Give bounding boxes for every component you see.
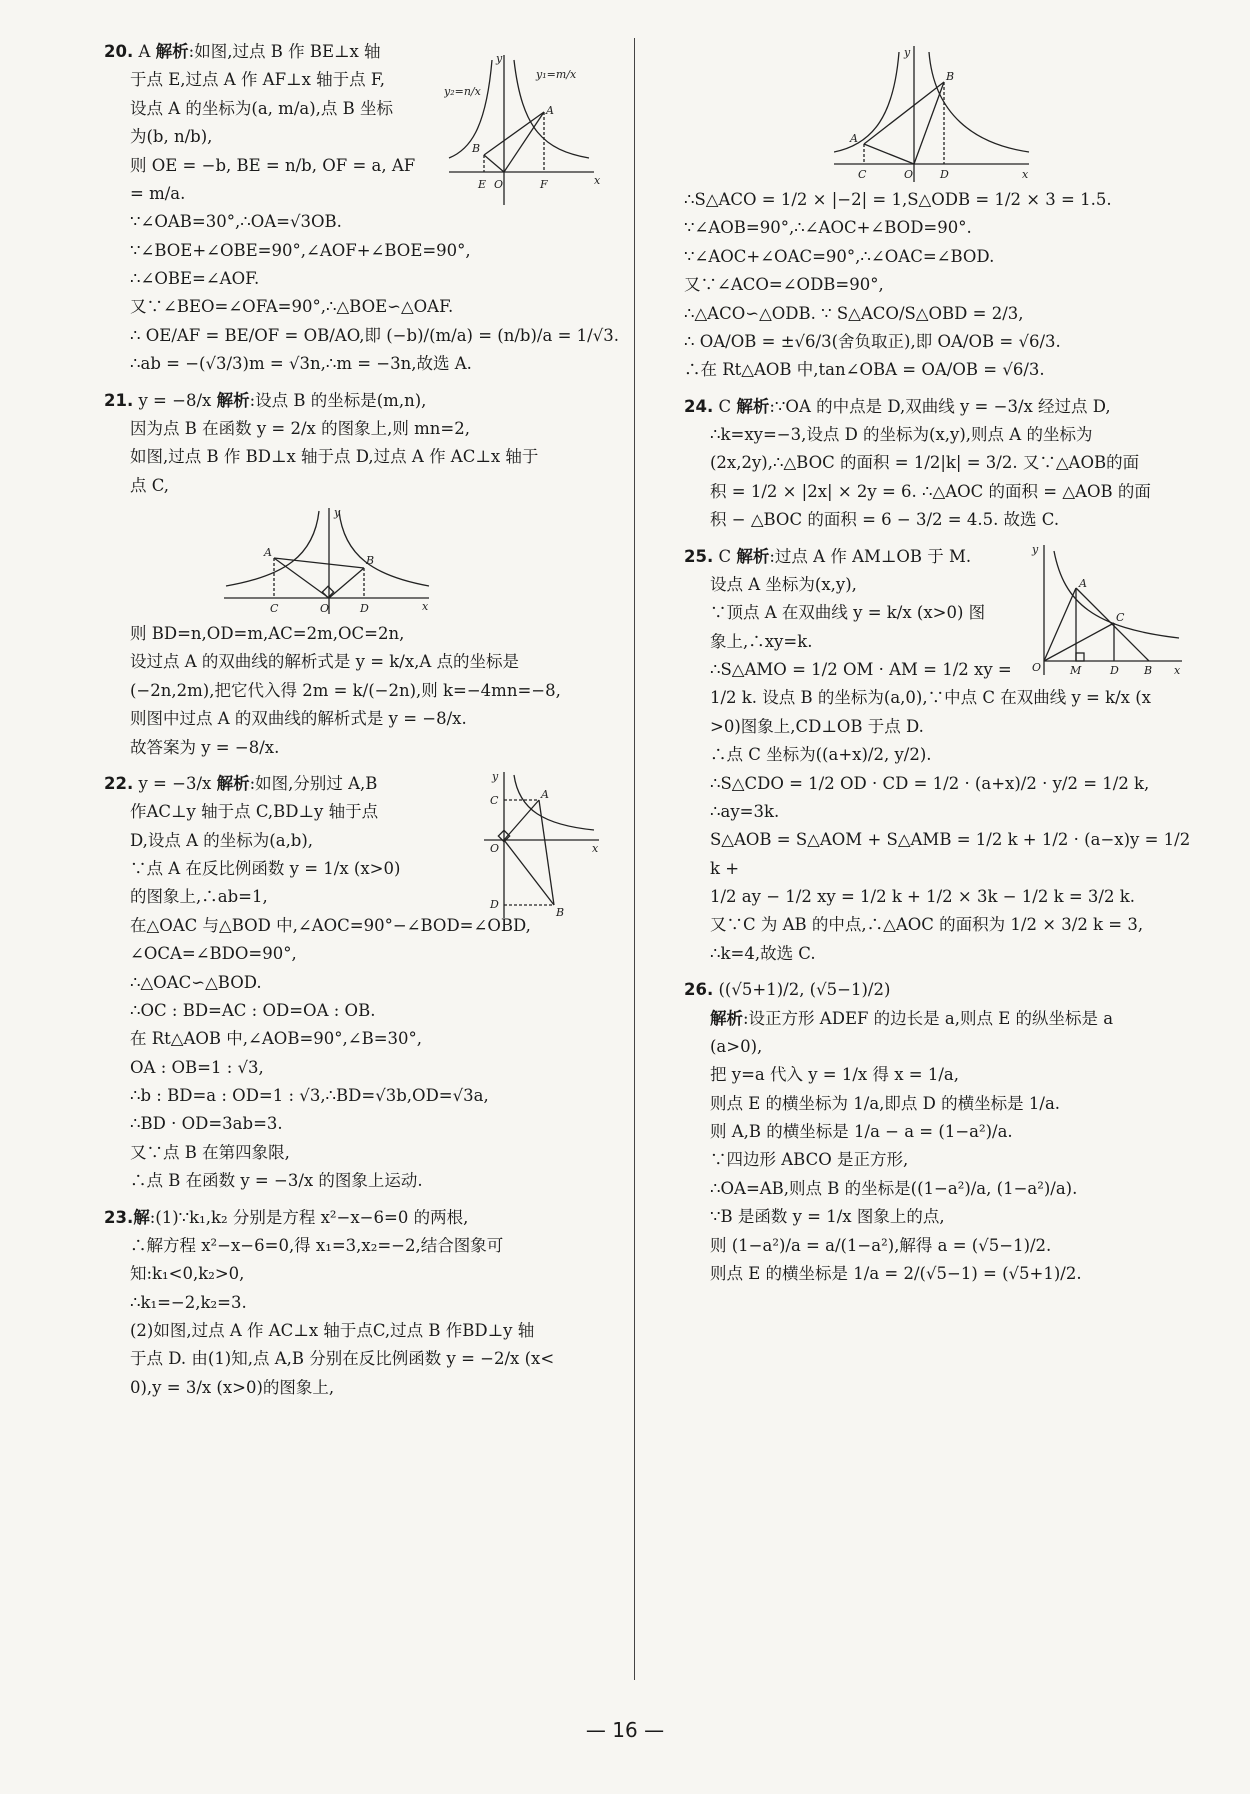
- q23-line: :(1)∵k₁,k₂ 分别是方程 x²−x−6=0 的两根,: [149, 1207, 469, 1227]
- q23-line: 于点 D. 由(1)知,点 A,B 分别在反比例函数 y = −2/x (x<: [130, 1349, 555, 1369]
- q22-line: ∴b : BD=a : OD=1 : √3,∴BD=√3b,OD=√3a,: [130, 1086, 489, 1105]
- fig22-label-d: D: [490, 897, 499, 911]
- q22-number: 22.: [104, 773, 134, 793]
- q23-cont-line: ∵∠AOC+∠OAC=90°,∴∠OAC=∠BOD.: [684, 246, 995, 266]
- fig21-label-a: A: [264, 546, 272, 559]
- fig22-label-b: B: [556, 905, 565, 919]
- question-22: [104, 770, 624, 1196]
- q23-cont-line: ∴S△ACO = 1/2 × |−2| = 1,S△ODB = 1/2 × 3 = 1.5.: [684, 190, 1112, 209]
- q26-line: (a>0),: [710, 1036, 763, 1056]
- q23-line: (2)如图,过点 A 作 AC⊥x 轴于点C,过点 B 作BD⊥y 轴: [130, 1321, 535, 1340]
- fig23-label-x: x: [1022, 168, 1029, 181]
- q25-line: ∴S△CDO = 1/2 OD · CD = 1/2 · (a+x)/2 · y/2 = 1/2 k,: [710, 773, 1150, 793]
- q22-line: OA : OB=1 : √3,: [130, 1057, 264, 1077]
- q24-number: 24.: [684, 396, 714, 416]
- fig20-label-y1: y₁=m/x: [536, 68, 577, 81]
- q25-line: 1/2 ay − 1/2 xy = 1/2 k + 1/2 × 3k − 1/2 k = 3/2 k.: [710, 887, 1135, 906]
- q20-line: ∵∠BOE+∠OBE=90°,∠AOF+∠BOE=90°,: [130, 240, 471, 260]
- fig25-label-x: x: [1174, 663, 1181, 677]
- q25-line: 象上,∴xy=k.: [710, 631, 813, 651]
- q26-line: 则点 E 的横坐标是 1/a = 2/(√5−1) = (√5+1)/2.: [710, 1263, 1082, 1283]
- q20-line: 又∵∠BEO=∠OFA=90°,∴△BOE∽△OAF.: [130, 297, 454, 317]
- q20-line: ∵∠OAB=30°,∴OA=√3OB.: [130, 212, 342, 232]
- q26-answer: ((√5+1)/2, (√5−1)/2): [718, 980, 891, 1000]
- q23-label: 解: [133, 1207, 150, 1227]
- q22-line: D,设点 A 的坐标为(a,b),: [130, 830, 314, 850]
- q25-line: ∴k=4,故选 C.: [710, 943, 816, 963]
- q21-answer: y = −8/x: [138, 390, 212, 410]
- q25-number: 25.: [684, 546, 714, 566]
- fig23-label-b: B: [946, 70, 955, 83]
- question-20: [104, 38, 624, 379]
- q24-line: ∴k=xy=−3,设点 D 的坐标为(x,y),则点 A 的坐标为: [710, 425, 1093, 444]
- q26-line: 则 (1−a²)/a = a/(1−a²),解得 a = (√5−1)/2.: [710, 1235, 1052, 1255]
- q22-line: ∴点 B 在函数 y = −3/x 的图象上运动.: [130, 1171, 423, 1191]
- fig23-label-a: A: [850, 132, 858, 145]
- q20-line: 为(b, n/b),: [130, 127, 213, 147]
- question-21: [104, 387, 624, 762]
- q26-label: 解析: [710, 1008, 743, 1028]
- q26-line: ∵四边形 ABCO 是正方形,: [710, 1150, 909, 1170]
- q26-line: 则点 E 的横坐标为 1/a,即点 D 的横坐标是 1/a.: [710, 1093, 1061, 1113]
- fig22-label-a: A: [541, 787, 549, 801]
- q20-line: 于点 E,过点 A 作 AF⊥x 轴于点 F,: [130, 70, 385, 90]
- q22-line: 在△OAC 与△BOD 中,∠AOC=90°−∠BOD=∠OBD,: [130, 915, 531, 935]
- q21-line: 则图中过点 A 的双曲线的解析式是 y = −8/x.: [130, 709, 467, 729]
- q23-line: ∴k₁=−2,k₂=3.: [130, 1292, 247, 1312]
- q20-number: 20.: [104, 42, 134, 61]
- q25-line: :过点 A 作 AM⊥OB 于 M.: [769, 546, 972, 566]
- q21-line: 故答案为 y = −8/x.: [130, 737, 280, 757]
- q21-line: 如图,过点 B 作 BD⊥x 轴于点 D,过点 A 作 AC⊥x 轴于: [130, 447, 539, 467]
- fig20-label-o: O: [494, 178, 504, 191]
- q22-line: 的图象上,∴ab=1,: [130, 887, 268, 907]
- q26-line: 把 y=a 代入 y = 1/x 得 x = 1/a,: [710, 1065, 959, 1085]
- q25-line: 1/2 k. 设点 B 的坐标为(a,0),∵中点 C 在双曲线 y = k/x (x: [710, 688, 1151, 708]
- q24-label: 解析: [736, 396, 770, 416]
- q20-line: :如图,过点 B 作 BE⊥x 轴: [188, 42, 381, 61]
- fig22-label-c: C: [490, 793, 499, 807]
- fig20-label-y: y: [496, 52, 503, 65]
- q20-line: 则 OE = −b, BE = n/b, OF = a, AF: [130, 155, 416, 175]
- q20-label: 解析: [155, 42, 189, 61]
- q20-line: = m/a.: [130, 183, 186, 203]
- q22-line: ∴OC : BD=AC : OD=OA : OB.: [130, 1000, 376, 1020]
- q25-line: ∴S△AMO = 1/2 OM · AM = 1/2 xy =: [710, 660, 1012, 679]
- q23-line: 知:k₁<0,k₂>0,: [130, 1264, 245, 1284]
- fig22-label-y: y: [492, 769, 499, 783]
- q22-line: ∴△OAC∽△BOD.: [130, 972, 262, 992]
- q20-line: ∴ab = −(√3/3)m = √3n,∴m = −3n,故选 A.: [130, 354, 472, 374]
- page-number: — 16 —: [585, 1718, 665, 1742]
- q23-line: 0),y = 3/x (x>0)的图象上,: [130, 1377, 335, 1397]
- fig20-label-y2: y₂=n/x: [444, 85, 481, 98]
- fig25-label-a: A: [1079, 576, 1087, 590]
- q22-line: ∠OCA=∠BDO=90°,: [130, 944, 297, 964]
- q22-line: ∴BD · OD=3ab=3.: [130, 1114, 283, 1134]
- question-26: [684, 976, 1194, 1288]
- q22-answer: y = −3/x: [138, 773, 212, 793]
- fig21-label-d: D: [360, 602, 369, 615]
- fig25-label-o: O: [1032, 660, 1042, 674]
- q26-line: 则 A,B 的横坐标是 1/a − a = (1−a²)/a.: [710, 1122, 1013, 1141]
- q23-line: ∴解方程 x²−x−6=0,得 x₁=3,x₂=−2,结合图象可: [130, 1235, 504, 1255]
- q26-line: ∵B 是函数 y = 1/x 图象上的点,: [710, 1207, 945, 1227]
- q23-cont-line: ∴△ACO∽△ODB. ∵ S△ACO/S△OBD = 2/3,: [684, 303, 1024, 323]
- fig23-label-y: y: [904, 46, 911, 59]
- q21-line: 则 BD=n,OD=m,AC=2m,OC=2n,: [130, 624, 405, 643]
- question-24: [684, 393, 1194, 535]
- fig22-label-x: x: [592, 841, 599, 855]
- fig21-label-x: x: [422, 600, 429, 613]
- fig25-label-d: D: [1110, 663, 1119, 677]
- fig25-label-y: y: [1032, 542, 1039, 556]
- q25-line: ∵顶点 A 在双曲线 y = k/x (x>0) 图: [710, 603, 986, 623]
- q24-line: (2x,2y),∴△BOC 的面积 = 1/2|k| = 3/2. 又∵△AOB的面: [710, 453, 1140, 473]
- q22-line: :如图,分别过 A,B: [249, 773, 378, 793]
- figure-q25: [1024, 543, 1184, 678]
- q22-line: 作AC⊥y 轴于点 C,BD⊥y 轴于点: [130, 802, 379, 822]
- q25-answer: C: [718, 546, 732, 566]
- fig23-label-o: O: [904, 168, 914, 181]
- question-23-continued: [684, 186, 1194, 385]
- column-divider: [634, 38, 635, 1680]
- q25-line: S△AOB = S△AOM + S△AMB = 1/2 k + 1/2 · (a−x)y = 1/2 k +: [710, 830, 1191, 878]
- figure-q23: [834, 44, 1034, 184]
- q25-line: 设点 A 坐标为(x,y),: [710, 574, 857, 594]
- q26-line: ∴OA=AB,则点 B 的坐标是((1−a²)/a, (1−a²)/a).: [710, 1178, 1078, 1198]
- figure-q21: [224, 506, 434, 616]
- left-column: [104, 38, 624, 1402]
- question-25: [684, 543, 1194, 969]
- q24-answer: C: [718, 396, 732, 416]
- fig20-label-a: A: [546, 104, 554, 117]
- q21-label: 解析: [216, 390, 250, 410]
- q26-line: :设正方形 ADEF 的边长是 a,则点 E 的纵坐标是 a: [743, 1008, 1114, 1028]
- q25-line: >0)图象上,CD⊥OB 于点 D.: [710, 716, 924, 736]
- q21-line: (−2n,2m),把它代入得 2m = k/(−2n),则 k=−4mn=−8,: [130, 680, 561, 700]
- fig21-label-o: O: [320, 602, 330, 615]
- fig23-label-c: C: [858, 168, 867, 181]
- q25-line: 又∵C 为 AB 的中点,∴△AOC 的面积为 1/2 × 3/2 k = 3,: [710, 915, 1144, 935]
- q22-line: 又∵点 B 在第四象限,: [130, 1142, 290, 1162]
- fig21-label-b: B: [366, 554, 375, 567]
- figure-q22: [484, 770, 604, 920]
- fig20-label-e: E: [478, 178, 487, 191]
- q21-line: 设过点 A 的双曲线的解析式是 y = k/x,A 点的坐标是: [130, 652, 520, 672]
- q20-line: ∴∠OBE=∠AOF.: [130, 269, 260, 288]
- q20-answer: A: [138, 42, 151, 61]
- q21-number: 21.: [104, 390, 134, 410]
- q25-line: ∴ay=3k.: [710, 801, 780, 821]
- fig22-label-o: O: [490, 841, 500, 855]
- q23-number: 23.: [104, 1207, 134, 1227]
- question-23: [104, 1204, 624, 1403]
- q23-cont-line: ∴ OA/OB = ±√6/3(舍负取正),即 OA/OB = √6/3.: [684, 331, 1061, 351]
- fig23-label-d: D: [940, 168, 949, 181]
- q24-line: 积 = 1/2 × |2x| × 2y = 6. ∴△AOC 的面积 = △AOB 的面: [710, 481, 1151, 501]
- q25-line: ∴点 C 坐标为((a+x)/2, y/2).: [710, 745, 932, 765]
- q22-line: ∵点 A 在反比例函数 y = 1/x (x>0): [130, 859, 401, 878]
- fig25-label-b: B: [1144, 663, 1153, 677]
- q21-line: :设点 B 的坐标是(m,n),: [249, 390, 427, 410]
- fig20-label-f: F: [540, 178, 548, 191]
- q21-line: 因为点 B 在函数 y = 2/x 的图象上,则 mn=2,: [130, 418, 470, 438]
- q22-line: 在 Rt△AOB 中,∠AOB=90°,∠B=30°,: [130, 1029, 423, 1049]
- fig21-label-y: y: [334, 506, 341, 519]
- q21-line: 点 C,: [130, 475, 170, 495]
- q26-number: 26.: [684, 980, 714, 1000]
- q20-line: ∴ OE/AF = BE/OF = OB/AO,即 (−b)/(m/a) = (n/b)/a = 1/√3.: [130, 325, 619, 345]
- fig21-label-c: C: [270, 602, 279, 615]
- q23-cont-line: ∵∠AOB=90°,∴∠AOC+∠BOD=90°.: [684, 218, 972, 238]
- fig20-label-x: x: [594, 174, 601, 187]
- fig20-label-b: B: [472, 142, 481, 155]
- figure-q20: [444, 50, 604, 210]
- fig25-label-m: M: [1070, 663, 1082, 677]
- right-column: [684, 38, 1194, 1288]
- fig25-label-c: C: [1116, 610, 1125, 624]
- q24-line: 积 − △BOC 的面积 = 6 − 3/2 = 4.5. 故选 C.: [710, 510, 1060, 530]
- q22-label: 解析: [216, 773, 250, 793]
- q23-cont-line: ∴在 Rt△AOB 中,tan∠OBA = OA/OB = √6/3.: [684, 360, 1045, 380]
- q23-cont-line: 又∵∠ACO=∠ODB=90°,: [684, 275, 884, 295]
- q24-line: :∵OA 的中点是 D,双曲线 y = −3/x 经过点 D,: [769, 396, 1111, 416]
- q25-label: 解析: [736, 546, 770, 566]
- q20-line: 设点 A 的坐标为(a, m/a),点 B 坐标: [130, 98, 394, 118]
